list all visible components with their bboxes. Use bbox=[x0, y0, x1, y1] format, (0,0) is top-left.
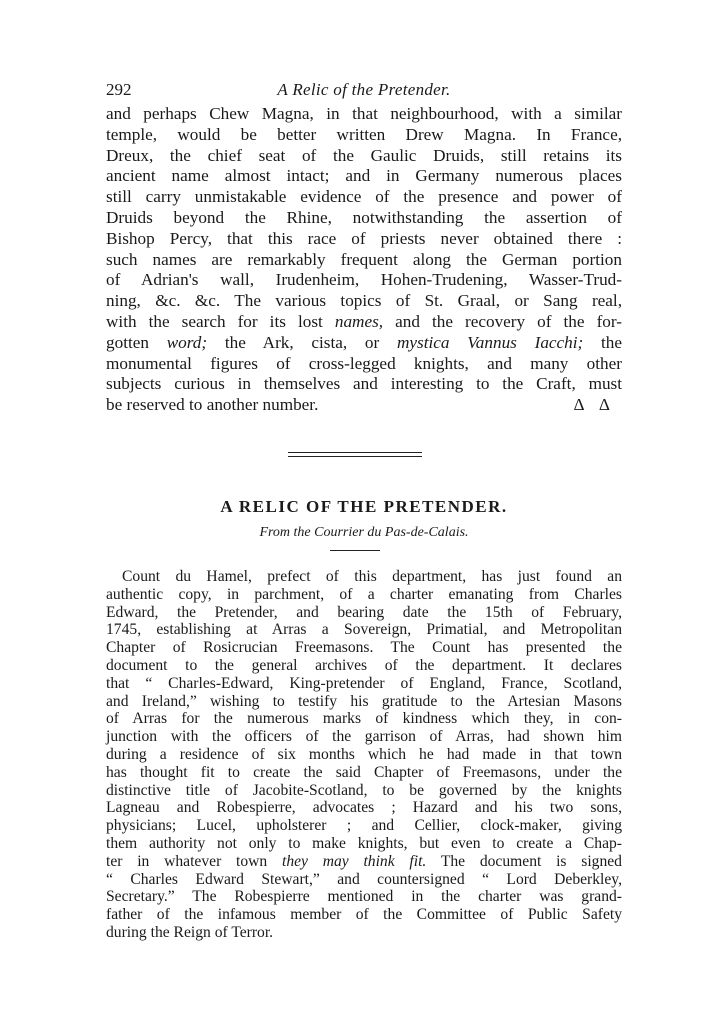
text-segment: with the search for its lost bbox=[106, 311, 335, 331]
text-line: during a residence of six months which he had made in that town bbox=[106, 745, 622, 763]
text-segment: be reserved to another number. bbox=[106, 395, 319, 415]
text-segment: the bbox=[583, 332, 623, 352]
article-paragraph bbox=[106, 568, 622, 942]
text-line: of Adrian's wall, Irudenheim, Hohen-Trudening, Wasser-Trud- bbox=[106, 270, 622, 290]
text-line: Secretary.” The Robespierre mentioned in the charter was grand- bbox=[106, 888, 622, 906]
text-line: that “ Charles-Edward, King-pretender of England, France, Scotland, bbox=[106, 674, 622, 692]
text-line: during the Reign of Terror. bbox=[106, 923, 274, 941]
text-line: has thought fit to create the said Chapter of Freemasons, under the bbox=[106, 763, 622, 781]
running-head bbox=[106, 80, 622, 102]
italic-text: word; bbox=[166, 332, 208, 352]
text-line: “ Charles Edward Stewart,” and countersigned “ Lord Deberkley, bbox=[106, 870, 622, 888]
text-line: 1745, establishing at Arras a Sovereign, Primatial, and Metropolitan bbox=[106, 621, 622, 639]
text-line: Bishop Percy, that this race of priests never obtained there : bbox=[106, 228, 622, 248]
text-line: distinctive title of Jacobite-Scotland, to be governed by the knights bbox=[106, 781, 622, 799]
text-segment: the Ark, cista, or bbox=[207, 332, 397, 352]
italic-text: mystica Vannus Iacchi; bbox=[396, 332, 584, 352]
page-number: 292 bbox=[106, 80, 132, 99]
signoff-mark: Δ Δ bbox=[573, 395, 616, 415]
text-line: of Arras for the numerous marks of kindness which they, in con- bbox=[106, 710, 622, 728]
text-line: them authority not only to make knights, but even to create a Chap- bbox=[106, 834, 622, 852]
article-title: A RELIC OF THE PRETENDER. bbox=[220, 497, 508, 516]
text-line: and Ireland,” wishing to testify his gratitude to the Artesian Masons bbox=[106, 692, 622, 710]
title-rule bbox=[330, 550, 380, 551]
italic-text: names, bbox=[334, 311, 384, 331]
running-title: A Relic of the Pretender. bbox=[277, 80, 451, 99]
text-line: Chapter of Rosicrucian Freemasons. The Count has presented the bbox=[106, 639, 622, 657]
text-line: temple, would be better written Drew Magna. In France, bbox=[106, 124, 622, 144]
text-line: Druids beyond the Rhine, notwithstanding the assertion of bbox=[106, 207, 622, 227]
text-line bbox=[106, 312, 622, 333]
text-line: ning, &c. &c. The various topics of St. Graal, or Sang real, bbox=[106, 291, 622, 311]
text-line: such names are remarkably frequent along the German portion bbox=[106, 249, 622, 269]
text-line bbox=[106, 333, 622, 354]
section-divider bbox=[288, 452, 422, 457]
text-segment: The document is signed bbox=[426, 852, 622, 870]
text-line: authentic copy, in parchment, of a charter emanating from Charles bbox=[106, 585, 622, 603]
previous-article-paragraph bbox=[106, 104, 622, 416]
text-line: Edward, the Pretender, and bearing date the 15th of February, bbox=[106, 603, 622, 621]
text-line: still carry unmistakable evidence of the presence and power of bbox=[106, 187, 622, 207]
text-line: monumental figures of cross-legged knights, and many other bbox=[106, 353, 622, 373]
text-segment: gotten bbox=[106, 332, 167, 352]
text-line: Lagneau and Robespierre, advocates ; Hazard and his two sons, bbox=[106, 799, 622, 817]
text-line: junction with the officers of the garrison of Arras, had shown him bbox=[106, 728, 622, 746]
text-line bbox=[106, 853, 622, 871]
text-line: Count du Hamel, prefect of this department, has just found an bbox=[122, 568, 622, 585]
text-segment: and the recovery of the for- bbox=[383, 311, 622, 331]
article-subtitle: From the Courrier du Pas-de-Calais. bbox=[259, 525, 469, 540]
text-line: physicians; Lucel, upholsterer ; and Cellier, clock-maker, giving bbox=[106, 817, 622, 835]
italic-text: they may think fit. bbox=[281, 852, 427, 870]
text-line: document to the general archives of the department. It declares bbox=[106, 656, 622, 674]
text-line: Dreux, the chief seat of the Gaulic Druids, still retains its bbox=[106, 145, 622, 165]
text-line: and perhaps Chew Magna, in that neighbourhood, with a similar bbox=[106, 104, 622, 123]
text-line bbox=[106, 395, 622, 416]
text-line: ancient name almost intact; and in Germany numerous places bbox=[106, 166, 622, 186]
text-line: subjects curious in themselves and interesting to the Craft, must bbox=[106, 374, 622, 394]
text-line: father of the infamous member of the Committee of Public Safety bbox=[106, 906, 622, 924]
text-segment: ter in whatever town bbox=[106, 852, 282, 870]
